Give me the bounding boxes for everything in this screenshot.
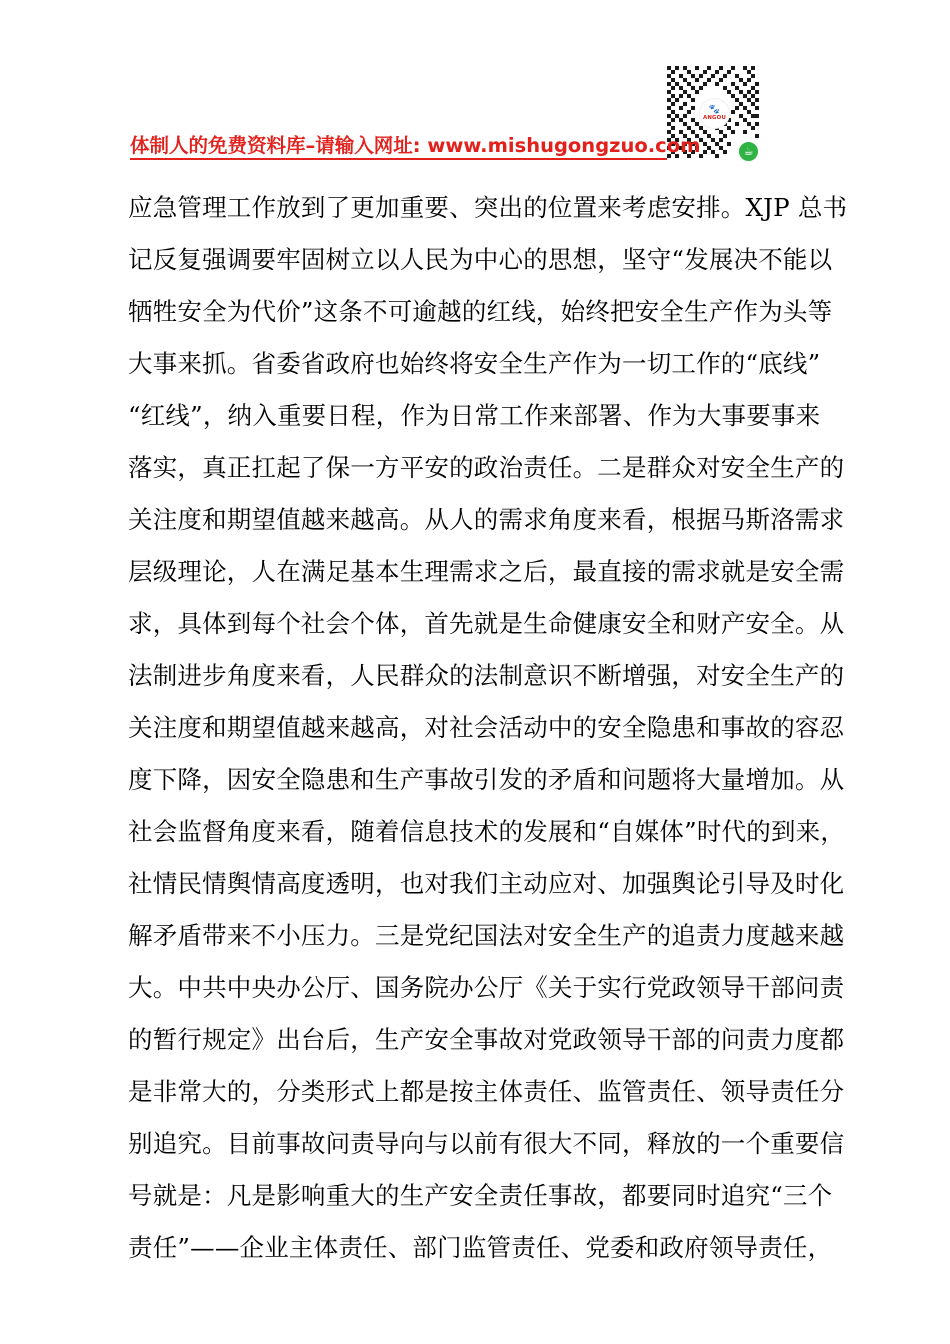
wechat-icon[interactable]: ☕ bbox=[737, 140, 760, 163]
text-line: 应急管理工作放到了更加重要、突出的位置来考虑安排。XJP 总书 bbox=[128, 193, 848, 222]
header-underline bbox=[130, 158, 667, 160]
text-line: 度下降，因安全隐患和生产事故引发的矛盾和问题将大量增加。从 bbox=[128, 765, 845, 794]
text-line: 牺牲安全为代价”这条不可逾越的红线，始终把安全生产作为头等 bbox=[128, 297, 833, 326]
paw-icon: 🐾 bbox=[708, 104, 721, 115]
text-line: 记反复强调要牢固树立以人民为中心的思想，坚守“发展决不能以 bbox=[128, 245, 833, 274]
text-line: 是非常大的，分类形式上都是按主体责任、监管责任、领导责任分 bbox=[128, 1077, 845, 1106]
qr-center-logo bbox=[699, 98, 730, 129]
text-line: 层级理论，人在满足基本生理需求之后，最直接的需求就是安全需 bbox=[128, 557, 845, 586]
document-text bbox=[128, 182, 848, 1274]
text-line: 关注度和期望值越来越高，对社会活动中的安全隐患和事故的容忍 bbox=[128, 713, 845, 742]
text-line: 关注度和期望值越来越高。从人的需求角度来看，根据马斯洛需求 bbox=[128, 505, 845, 534]
text-line: 的暂行规定》出台后，生产安全事故对党政领导干部的问责力度都 bbox=[128, 1025, 845, 1054]
text-line: 解矛盾带来不小压力。三是党纪国法对安全生产的追责力度越来越 bbox=[128, 921, 845, 950]
text-line: 社情民情舆情高度透明，也对我们主动应对、加强舆论引导及时化 bbox=[128, 869, 845, 898]
text-line: 求，具体到每个社会个体，首先就是生命健康安全和财产安全。从 bbox=[128, 609, 845, 638]
text-line: 社会监督角度来看，随着信息技术的发展和“自媒体”时代的到来， bbox=[128, 817, 846, 846]
header-banner bbox=[130, 130, 700, 158]
site-url[interactable]: www.mishugongzuo.com bbox=[427, 134, 701, 157]
promo-label: 体制人的免费资料库 bbox=[130, 134, 306, 157]
qr-brand-label: ANGOU bbox=[702, 114, 727, 121]
text-line: 大。中共中央办公厅、国务院办公厅《关于实行党政领导干部问责 bbox=[128, 973, 845, 1002]
text-line: “红线”，纳入重要日程，作为日常工作来部署、作为大事要事来 bbox=[128, 401, 821, 430]
text-line: 别追究。目前事故问责导向与以前有很大不同，释放的一个重要信 bbox=[128, 1129, 845, 1158]
promo-separator: –请输入网址: bbox=[305, 134, 421, 157]
text-line: 号就是：凡是影响重大的生产安全责任事故，都要同时追究“三个 bbox=[128, 1181, 833, 1210]
text-line: 大事来抓。省委省政府也始终将安全生产作为一切工作的“底线” bbox=[128, 349, 821, 378]
text-line: 落实，真正扛起了保一方平安的政治责任。二是群众对安全生产的 bbox=[128, 453, 845, 482]
text-line: 责任”——企业主体责任、部门监管责任、党委和政府领导责任， bbox=[128, 1233, 833, 1262]
text-line: 法制进步角度来看，人民群众的法制意识不断增强，对安全生产的 bbox=[128, 661, 845, 690]
